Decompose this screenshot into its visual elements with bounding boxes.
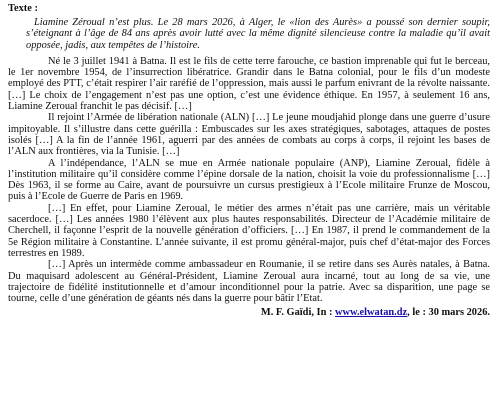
body-paragraph-5: […] Après un intermède comme ambassadeur en Roumanie, il se retire dans ses Aurès natales, à Batna. Du maquisard adolescent au Général-Président, Liamine Zeroual aura incarné, tout au long de sa vie, une trajectoire de fidélité institutionnelle et d’amour inconditionnel pour la patrie. Avec sa disparition, une page se tourne, celle d’une génération de géants nés dans la guerre pour bâtir l’Etat. xyxy=(8,259,490,305)
body-paragraph-1: Né le 3 juillet 1941 à Batna. Il est le fils de cette terre farouche, ce bastion imprenable qui fut le berceau, le 1er novembre 1954, de l’insurrection libératrice. Grandir dans le Batna colonial, pour le fils d’un modeste employé des PTT, c’était respirer l’air raréfié de l’oppression, mais aussi le parfum enivrant de la révolte naissante. […] Le choix de l’engagement n’est pas une option, c’est une évidence éthique. En 1957, à seulement 16 ans, Liamine Zeroual franchit le pas décisif. […] xyxy=(8,55,490,113)
source-citation xyxy=(8,307,490,319)
source-author: M. F. Gaïdi, In : xyxy=(260,307,336,319)
text-heading: Texte : xyxy=(8,3,38,14)
body-paragraph-2: Il rejoint l’Armée de libération nationale (ALN) […] Le jeune moudjahid plonge dans une guerre d’usure impitoyable. Il s’illustre dans cette guérilla : Embuscades sur les axes stratégiques, sabotages, attaques de postes isolés […] A la fin de l’année 1961, aguerri par des années de combats au corps à corps, il rejoint les bases de l’ALN aux frontières, via la Tunisie. […] xyxy=(8,112,490,158)
lead-paragraph: Liamine Zéroual n’est plus. Le 28 mars 2026, à Alger, le «lion des Aurès» a poussé son dernier soupir, s’éteignant à l’âge de 84 ans après avoir lutté avec la même dignité silencieuse contre la maladie qu’il avait opposée, jadis, aux tempêtes de l’histoire. xyxy=(26,17,490,51)
body-paragraph-3: A l’indépendance, l’ALN se mue en Armée nationale populaire (ANP), Liamine Zeroual, fidèle à l’institution militaire qu’il considère comme l’épine dorsale de la nation, choisit la voie du professionnalisme […] Dès 1963, il se forme au Caire, avant de poursuivre un cursus prestigieux à l’Ecole militaire Frunze de Moscou, puis à l’Ecole de Guerre de Paris en 1969. xyxy=(8,157,490,203)
body-paragraph-4: […] En effet, pour Liamine Zeroual, le métier des armes n’était pas une carrière, mais un véritable sacerdoce. […] Les années 1980 l’élèvent aux plus hautes responsabilités. Directeur de l’Académie militaire de Cherchell, il façonne l’esprit de la nouvelle génération d’officiers. […] En 1987, il prend le commandement de la 5e Région militaire à Constantine. L’année suivante, il est promu général-major, puis chef d’état-major des Forces terrestres en 1989. xyxy=(8,202,490,259)
source-date: , le : 30 mars 2026. xyxy=(407,307,490,319)
source-link[interactable]: www.elwatan.dz xyxy=(335,307,408,319)
